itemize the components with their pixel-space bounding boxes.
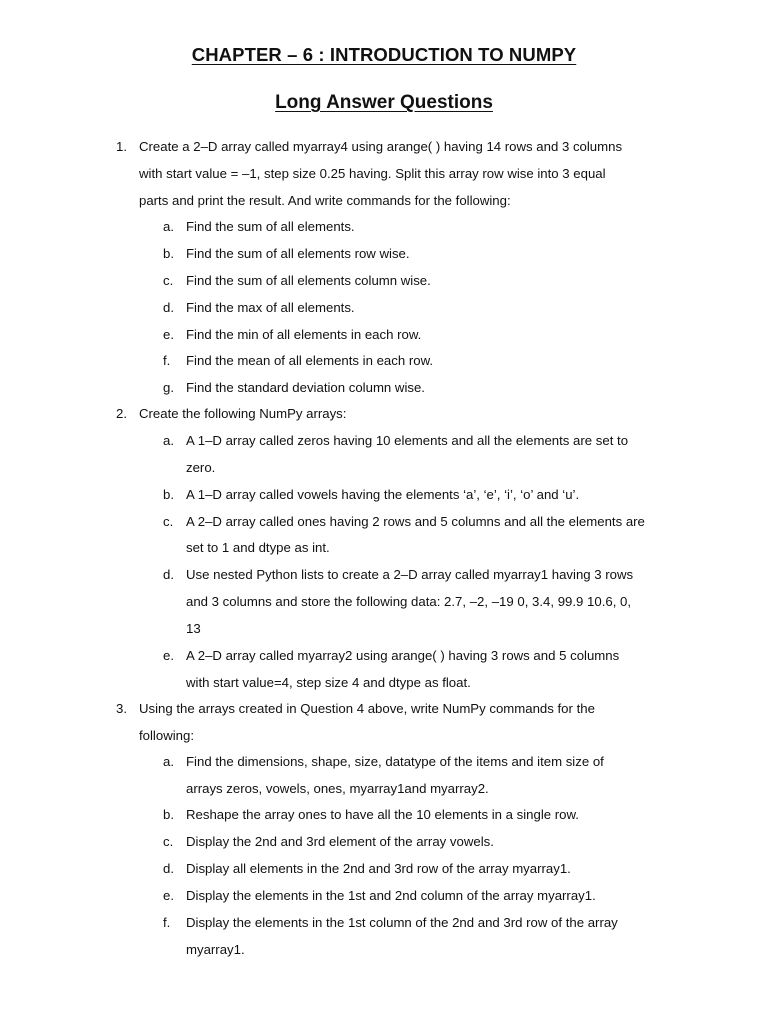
- item-text-line: Find the sum of all elements row wise.: [186, 246, 410, 261]
- item-letter: a.: [163, 433, 174, 448]
- item-text-line: Reshape the array ones to have all the 10 elements in a single row.: [186, 807, 579, 822]
- item-text-line: and 3 columns and store the following data: 2.7, –2, –19 0, 3.4, 99.9 10.6, 0,: [186, 594, 632, 609]
- item-text-line: Find the sum of all elements column wise.: [186, 273, 431, 288]
- item-letter: a.: [163, 754, 174, 769]
- question-number: 1.: [116, 139, 127, 154]
- item-letter: b.: [163, 246, 174, 261]
- item-text-line: Display the elements in the 1st column of the 2nd and 3rd row of the array: [186, 915, 618, 930]
- item-text-line: Display all elements in the 2nd and 3rd row of the array myarray1.: [186, 861, 571, 876]
- item-text-line: set to 1 and dtype as int.: [186, 540, 330, 555]
- item-letter: e.: [163, 888, 174, 903]
- item-letter: f.: [163, 353, 171, 368]
- question-text-line: Create a 2–D array called myarray4 using arange( ) having 14 rows and 3 columns: [139, 139, 623, 154]
- item-letter: b.: [163, 487, 174, 502]
- item-letter: g.: [163, 380, 174, 395]
- item-letter: a.: [163, 219, 174, 234]
- question-text-line: Create the following NumPy arrays:: [139, 406, 347, 421]
- item-text-line: A 2–D array called myarray2 using arange( ) having 3 rows and 5 columns: [186, 648, 620, 663]
- item-text-line: Find the standard deviation column wise.: [186, 380, 425, 395]
- item-text-line: A 1–D array called vowels having the elements ‘a’, ‘e’, ‘i’, ‘o’ and ‘u’.: [186, 487, 580, 502]
- item-text-line: Find the max of all elements.: [186, 300, 355, 315]
- question-number: 3.: [116, 701, 127, 716]
- item-letter: d.: [163, 300, 174, 315]
- section-title: Long Answer Questions: [275, 92, 493, 113]
- item-text-line: 13: [186, 621, 201, 636]
- item-text-line: Find the min of all elements in each row.: [186, 327, 422, 342]
- item-text-line: A 2–D array called ones having 2 rows and 5 columns and all the elements are: [186, 514, 645, 529]
- item-text-line: Display the elements in the 1st and 2nd column of the array myarray1.: [186, 888, 596, 903]
- item-letter: c.: [163, 273, 174, 288]
- item-letter: c.: [163, 834, 174, 849]
- item-text-line: arrays zeros, vowels, ones, myarray1and myarray2.: [186, 781, 489, 796]
- item-letter: d.: [163, 861, 174, 876]
- item-text-line: Find the sum of all elements.: [186, 219, 355, 234]
- item-letter: b.: [163, 807, 174, 822]
- item-text-line: with start value=4, step size 4 and dtype as float.: [186, 675, 471, 690]
- item-text-line: A 1–D array called zeros having 10 elements and all the elements are set to: [186, 433, 629, 448]
- question-text-line: with start value = –1, step size 0.25 having. Split this array row wise into 3 equal: [139, 166, 606, 181]
- item-text-line: Display the 2nd and 3rd element of the array vowels.: [186, 834, 494, 849]
- item-letter: e.: [163, 648, 174, 663]
- item-letter: c.: [163, 514, 174, 529]
- question-text-line: following:: [139, 728, 194, 743]
- item-text-line: Find the mean of all elements in each row.: [186, 353, 434, 368]
- item-text-line: Use nested Python lists to create a 2–D array called myarray1 having 3 rows: [186, 567, 634, 582]
- chapter-title: CHAPTER – 6 : INTRODUCTION TO NUMPY: [191, 44, 577, 65]
- item-text-line: Find the dimensions, shape, size, datatype of the items and item size of: [186, 754, 604, 769]
- question-number: 2.: [116, 406, 127, 421]
- item-letter: f.: [163, 915, 171, 930]
- item-text-line: myarray1.: [186, 942, 245, 957]
- item-text-line: zero.: [186, 460, 216, 475]
- item-letter: e.: [163, 327, 174, 342]
- question-text-line: Using the arrays created in Question 4 above, write NumPy commands for the: [139, 701, 595, 716]
- item-letter: d.: [163, 567, 174, 582]
- question-text-line: parts and print the result. And write commands for the following:: [139, 193, 511, 208]
